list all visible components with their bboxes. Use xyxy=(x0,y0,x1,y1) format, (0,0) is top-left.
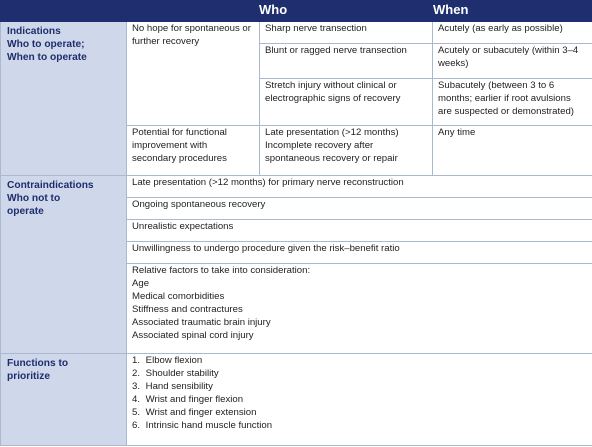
functions-label: Functions to prioritize xyxy=(1,354,127,446)
table-row xyxy=(1,176,592,198)
who-header: Who xyxy=(127,1,433,22)
list-item: 3. Hand sensibility xyxy=(132,381,213,392)
list-item: 2. Shoulder stability xyxy=(132,368,219,379)
contraindications-label: Contraindications Who not to operate xyxy=(1,176,127,354)
functions-list-cell xyxy=(127,354,592,446)
timing-late: Any time xyxy=(433,126,592,176)
relative-factor: Medical comorbidities xyxy=(132,291,225,302)
relative-factors xyxy=(127,264,592,354)
relative-factor: Stiffness and contractures xyxy=(132,304,243,315)
indications-label: Indications Who to operate; When to operate xyxy=(1,22,127,176)
who-potential: Potential for functional improvement with secondary procedures xyxy=(127,126,260,176)
functions-list xyxy=(132,354,587,432)
condition-blunt: Blunt or ragged nerve transection xyxy=(260,44,433,79)
list-item: 1. Elbow flexion xyxy=(132,355,203,366)
condition-stretch: Stretch injury without clinical or electrographic signs of recovery xyxy=(260,79,433,126)
timing-stretch: Subacutely (between 3 to 6 months; earlier if root avulsions are suspected or demonstrated) xyxy=(433,79,592,126)
relative-factor: Age xyxy=(132,278,150,289)
contra-item: Ongoing spontaneous recovery xyxy=(127,198,592,220)
timing-sharp: Acutely (as early as possible) xyxy=(433,22,592,44)
condition-late: Late presentation (>12 months) Incomplete recovery after spontaneous recovery or repair xyxy=(260,126,433,176)
list-item: 4. Wrist and finger flexion xyxy=(132,394,244,405)
contra-item: Unwillingness to undergo procedure given the risk–benefit ratio xyxy=(127,242,592,264)
table-row xyxy=(1,22,592,44)
header-row xyxy=(1,1,592,22)
relative-factor: Associated traumatic brain injury xyxy=(132,317,271,328)
table-row xyxy=(1,354,592,446)
timing-blunt: Acutely or subacutely (within 3–4 weeks) xyxy=(433,44,592,79)
list-item: 6. Intrinsic hand muscle function xyxy=(132,420,273,431)
condition-sharp: Sharp nerve transection xyxy=(260,22,433,44)
relative-heading: Relative factors to take into consideration: xyxy=(132,265,311,276)
who-no-hope: No hope for spontaneous or further recovery xyxy=(127,22,260,126)
contra-item: Unrealistic expectations xyxy=(127,220,592,242)
when-header: When xyxy=(433,1,592,22)
list-item: 5. Wrist and finger extension xyxy=(132,407,257,418)
relative-factor: Associated spinal cord injury xyxy=(132,330,254,341)
contra-item: Late presentation (>12 months) for primary nerve reconstruction xyxy=(127,176,592,198)
